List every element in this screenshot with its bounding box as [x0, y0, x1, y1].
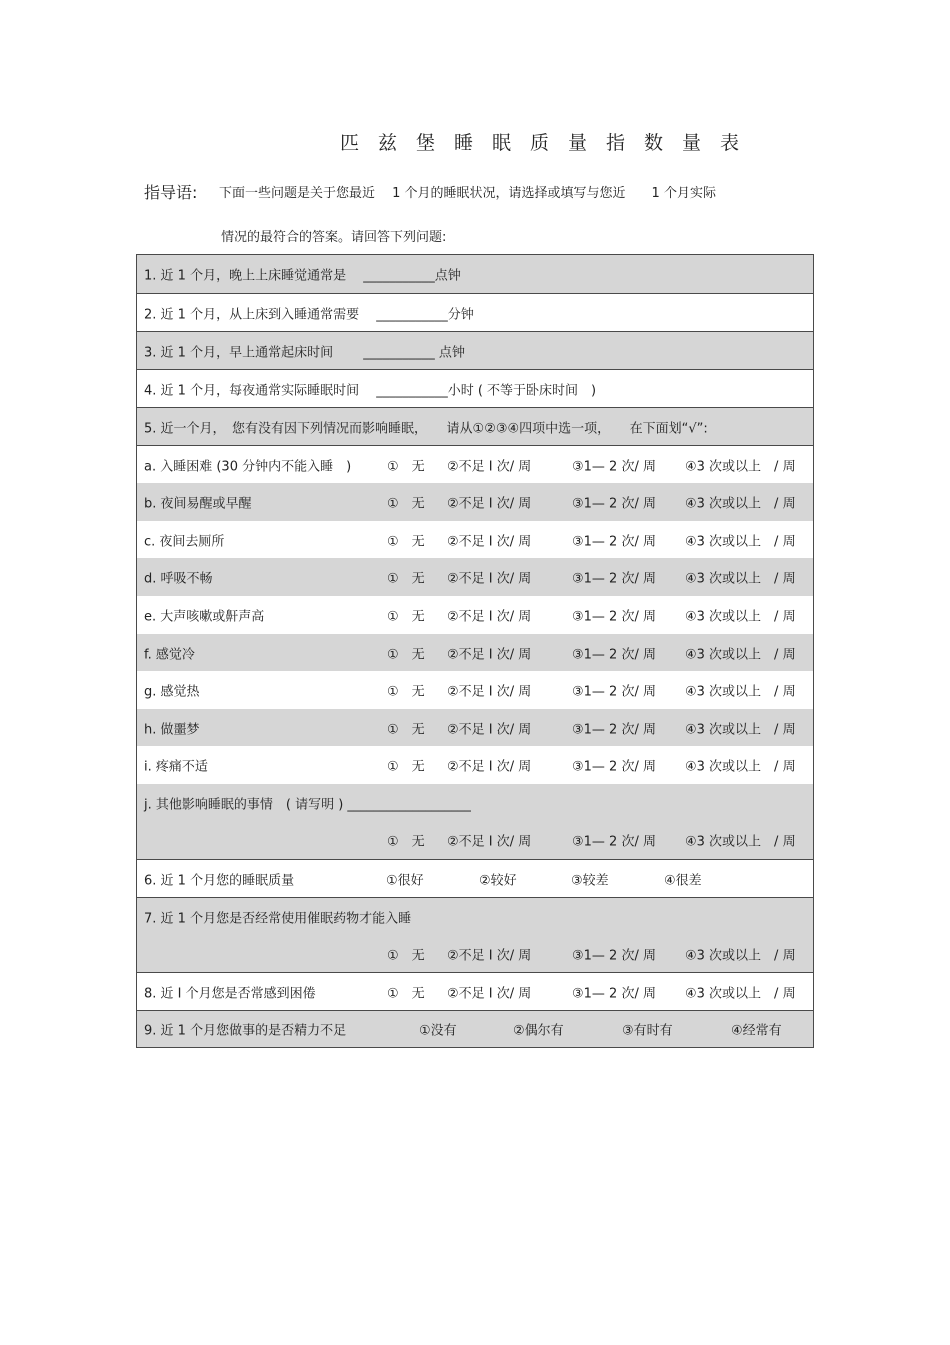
- option-less-than-once[interactable]: ②不足 Ⅰ 次/ 周: [447, 986, 532, 1001]
- question-4-text: 4. 近 1 个月，每夜通常实际睡眠时间 ___________小时 ( 不等于卧床时间 ): [144, 383, 597, 398]
- option-once-twice[interactable]: ③1— 2 次/ 周: [572, 722, 656, 737]
- q9-option-never[interactable]: ①没有: [419, 1023, 457, 1039]
- item-a-row[interactable]: [137, 445, 813, 483]
- option-less-than-once[interactable]: ②不足 Ⅰ 次/ 周: [447, 459, 532, 474]
- option-none[interactable]: ① 无: [387, 834, 425, 850]
- question-8-text: 8. 近 Ⅰ 个月您是否常感到困倦: [144, 986, 316, 1001]
- q6-option-good[interactable]: ②较好: [479, 873, 517, 888]
- option-once-twice[interactable]: ③1— 2 次/ 周: [572, 459, 656, 474]
- item-d-row[interactable]: [137, 558, 813, 596]
- option-three-plus[interactable]: ④3 次或以上 / 周: [685, 759, 796, 775]
- option-three-plus[interactable]: ④3 次或以上 / 周: [685, 459, 796, 474]
- option-none[interactable]: ① 无: [387, 459, 425, 474]
- option-less-than-once[interactable]: ②不足 Ⅰ 次/ 周: [447, 834, 532, 850]
- question-9-text: 9. 近 1 个月您做事的是否精力不足: [144, 1023, 347, 1039]
- option-less-than-once[interactable]: ②不足 Ⅰ 次/ 周: [447, 948, 532, 963]
- question-7-options-row[interactable]: [137, 935, 813, 972]
- option-once-twice[interactable]: ③1— 2 次/ 周: [572, 609, 656, 625]
- question-6-text: 6. 近 1 个月您的睡眠质量: [144, 873, 295, 888]
- question-3-text: 3. 近 1 个月，早上通常起床时间 ___________ 点钟: [144, 345, 465, 360]
- question-5-row: [137, 407, 813, 445]
- option-less-than-once[interactable]: ②不足 Ⅰ 次/ 周: [447, 534, 532, 549]
- item-f-label: f. 感觉冷: [144, 647, 195, 662]
- option-none[interactable]: ① 无: [387, 496, 425, 512]
- option-none[interactable]: ① 无: [387, 647, 425, 662]
- option-less-than-once[interactable]: ②不足 Ⅰ 次/ 周: [447, 684, 532, 700]
- option-three-plus[interactable]: ④3 次或以上 / 周: [685, 834, 796, 850]
- option-once-twice[interactable]: ③1— 2 次/ 周: [572, 571, 656, 587]
- option-none[interactable]: ① 无: [387, 722, 425, 737]
- option-less-than-once[interactable]: ②不足 Ⅰ 次/ 周: [447, 759, 532, 775]
- item-c-row[interactable]: [137, 521, 813, 558]
- option-none[interactable]: ① 无: [387, 571, 425, 587]
- option-once-twice[interactable]: ③1— 2 次/ 周: [572, 534, 656, 549]
- option-three-plus[interactable]: ④3 次或以上 / 周: [685, 496, 796, 512]
- item-j-label: j. 其他影响睡眠的事情 ( 请写明 ) ___________________: [144, 797, 471, 812]
- option-three-plus[interactable]: ④3 次或以上 / 周: [685, 684, 796, 700]
- question-8-row[interactable]: [137, 972, 813, 1010]
- item-g-label: g. 感觉热: [144, 684, 200, 700]
- option-three-plus[interactable]: ④3 次或以上 / 周: [685, 647, 796, 662]
- question-7-row: [137, 897, 813, 935]
- item-d-label: d. 呼吸不畅: [144, 571, 213, 587]
- question-9-row[interactable]: [137, 1010, 813, 1047]
- item-i-row[interactable]: [137, 746, 813, 784]
- item-c-label: c. 夜间去厕所: [144, 534, 225, 549]
- page-title: 匹兹堡睡眠质量指数量表: [340, 132, 759, 154]
- option-none[interactable]: ① 无: [387, 759, 425, 775]
- item-h-row[interactable]: [137, 709, 813, 746]
- question-3-row[interactable]: [137, 331, 813, 369]
- item-f-row[interactable]: [137, 634, 813, 671]
- q9-option-sometimes[interactable]: ③有时有: [622, 1023, 673, 1039]
- question-1-text: 1. 近 1 个月，晚上上床睡觉通常是 ___________点钟: [144, 268, 461, 284]
- q9-option-occasionally[interactable]: ②偶尔有: [513, 1023, 564, 1039]
- q9-option-often[interactable]: ④经常有: [731, 1023, 782, 1039]
- option-three-plus[interactable]: ④3 次或以上 / 周: [685, 571, 796, 587]
- option-once-twice[interactable]: ③1— 2 次/ 周: [572, 834, 656, 850]
- option-three-plus[interactable]: ④3 次或以上 / 周: [685, 722, 796, 737]
- option-none[interactable]: ① 无: [387, 684, 425, 700]
- option-none[interactable]: ① 无: [387, 609, 425, 625]
- item-h-label: h. 做噩梦: [144, 722, 200, 737]
- option-less-than-once[interactable]: ②不足 Ⅰ 次/ 周: [447, 722, 532, 737]
- instructions-label: 指导语:: [144, 183, 198, 202]
- instructions-line-2: 情况的最符合的答案。请回答下列问题:: [221, 230, 447, 245]
- option-three-plus[interactable]: ④3 次或以上 / 周: [685, 986, 796, 1001]
- option-none[interactable]: ① 无: [387, 534, 425, 549]
- question-1-row[interactable]: [137, 255, 813, 293]
- option-less-than-once[interactable]: ②不足 Ⅰ 次/ 周: [447, 647, 532, 662]
- question-2-row[interactable]: [137, 293, 813, 331]
- questionnaire-table: [136, 254, 814, 1048]
- item-b-row[interactable]: [137, 483, 813, 521]
- option-once-twice[interactable]: ③1— 2 次/ 周: [572, 647, 656, 662]
- option-none[interactable]: ① 无: [387, 986, 425, 1001]
- question-4-row[interactable]: [137, 369, 813, 407]
- option-less-than-once[interactable]: ②不足 Ⅰ 次/ 周: [447, 609, 532, 625]
- item-e-row[interactable]: [137, 596, 813, 634]
- option-once-twice[interactable]: ③1— 2 次/ 周: [572, 759, 656, 775]
- option-none[interactable]: ① 无: [387, 948, 425, 963]
- q6-option-very-poor[interactable]: ④很差: [664, 873, 702, 888]
- item-j-options-row[interactable]: [137, 821, 813, 859]
- question-7-text: 7. 近 1 个月您是否经常使用催眠药物才能入睡: [144, 911, 412, 926]
- option-once-twice[interactable]: ③1— 2 次/ 周: [572, 948, 656, 963]
- option-three-plus[interactable]: ④3 次或以上 / 周: [685, 948, 796, 963]
- item-j-row[interactable]: [137, 784, 813, 821]
- q6-option-very-good[interactable]: ①很好: [386, 873, 424, 888]
- option-three-plus[interactable]: ④3 次或以上 / 周: [685, 534, 796, 549]
- q6-option-poor[interactable]: ③较差: [571, 873, 609, 888]
- option-less-than-once[interactable]: ②不足 Ⅰ 次/ 周: [447, 571, 532, 587]
- item-a-label: a. 入睡困难 (30 分钟内不能入睡 ): [144, 459, 352, 474]
- option-once-twice[interactable]: ③1— 2 次/ 周: [572, 986, 656, 1001]
- item-b-label: b. 夜间易醒或早醒: [144, 496, 252, 512]
- option-three-plus[interactable]: ④3 次或以上 / 周: [685, 609, 796, 625]
- item-i-label: i. 疼痛不适: [144, 759, 208, 775]
- question-2-text: 2. 近 1 个月，从上床到入睡通常需要 ___________分钟: [144, 307, 474, 322]
- option-once-twice[interactable]: ③1— 2 次/ 周: [572, 496, 656, 512]
- question-5-text: 5. 近一个月， 您有没有因下列情况而影响睡眠， 请从①②③④四项中选一项， 在下面划“√”:: [144, 421, 708, 436]
- item-e-label: e. 大声咳嗽或鼾声高: [144, 609, 265, 625]
- option-less-than-once[interactable]: ②不足 Ⅰ 次/ 周: [447, 496, 532, 512]
- option-once-twice[interactable]: ③1— 2 次/ 周: [572, 684, 656, 700]
- instructions-line-1: 下面一些问题是关于您最近 1 个月的睡眠状况，请选择或填写与您近 1 个月实际: [219, 186, 716, 201]
- question-6-row[interactable]: [137, 859, 813, 897]
- item-g-row[interactable]: [137, 671, 813, 709]
